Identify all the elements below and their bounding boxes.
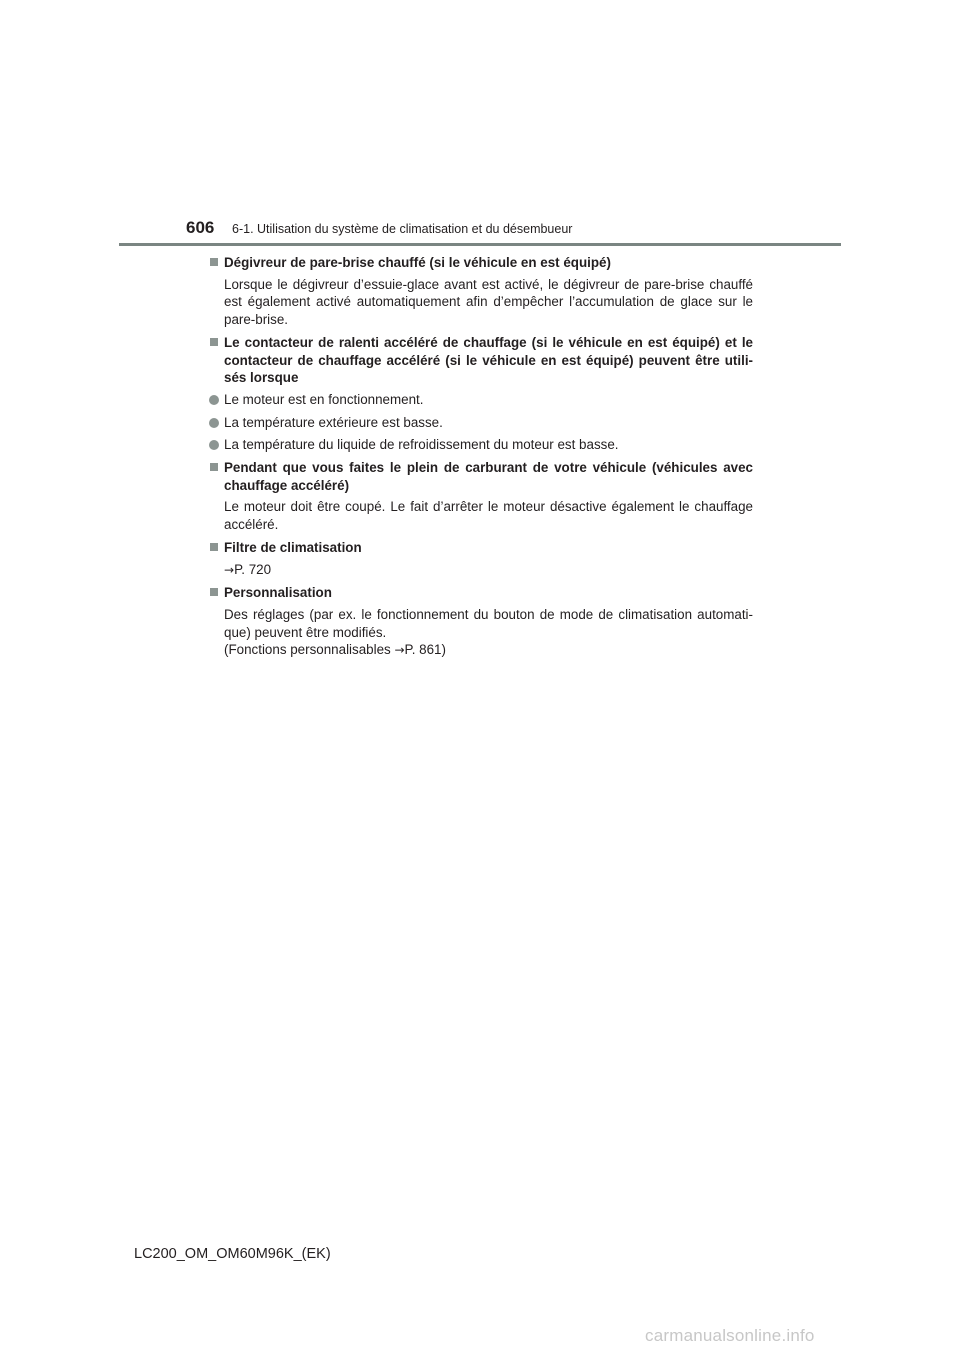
section-heading (208, 539, 753, 557)
chapter-title: 6-1. Utilisation du système de climatisation et du désembueur (232, 222, 573, 236)
list-item: La température du liquide de refroidissement du moteur est basse. (208, 436, 753, 454)
square-bullet-icon (210, 588, 218, 596)
section-refueling (208, 459, 753, 534)
round-bullet-icon (209, 418, 219, 428)
square-bullet-icon (210, 463, 218, 471)
square-bullet-icon (210, 338, 218, 346)
section-heading-text: Le contacteur de ralenti accéléré de chauffage (si le véhicule en est équipé) et le contacteur de chauffage accéléré (si le véhicule en est équipé) peuvent être utili-sés lorsque (224, 334, 753, 386)
section-air-filter (208, 539, 753, 579)
section-heater-switch (208, 334, 753, 454)
page-header (0, 0, 960, 250)
section-body: Lorsque le dégivreur d’essuie-glace avant est activé, le dégivreur de pare-brise chauffé est également activé automatiquement afin d’empêcher l’accumulation de glace sur le pare-brise. (224, 276, 753, 328)
arrow-right-icon: → (394, 643, 405, 658)
document-code: LC200_OM_OM60M96K_(EK) (134, 1246, 331, 1262)
watermark-logo: carmanualsonline.info (645, 1326, 815, 1345)
header-divider (119, 243, 841, 246)
round-bullet-icon (209, 395, 219, 405)
section-heading (208, 584, 753, 602)
section-body: Des réglages (par ex. le fonctionnement du bouton de mode de climatisation automati-que) peuvent être modifiés. (224, 606, 753, 640)
arrow-right-icon: → (224, 562, 235, 577)
customization-note: (Fonctions personnalisables →P. 861) (224, 642, 446, 658)
square-bullet-icon (210, 543, 218, 551)
square-bullet-icon (210, 258, 218, 266)
page-content (208, 254, 753, 665)
section-heading-text: Filtre de climatisation (224, 539, 362, 555)
section-heading-text: Personnalisation (224, 585, 332, 601)
section-heading (208, 254, 753, 272)
round-bullet-icon (209, 440, 219, 450)
section-body: Le moteur doit être coupé. Le fait d’arrêter le moteur désactive également le chauffage accéléré. (224, 499, 753, 533)
list-item: Le moteur est en fonctionnement. (208, 391, 753, 409)
page-reference (208, 561, 753, 580)
page-reference-link[interactable]: P. 720 (234, 561, 272, 577)
list-item: La température extérieure est basse. (208, 414, 753, 432)
section-heading-text: Dégivreur de pare-brise chauffé (si le véhicule en est équipé) (224, 255, 611, 270)
section-customization (208, 584, 753, 660)
section-heading-text: Pendant que vous faites le plein de carburant de votre véhicule (véhicules avec chauffage accéléré) (224, 460, 753, 493)
section-heading (208, 459, 753, 494)
page-reference-link[interactable]: P. 861) (404, 642, 446, 658)
section-heading (208, 334, 753, 387)
page-number: 606 (186, 218, 215, 237)
section-heated-windshield (208, 254, 753, 329)
